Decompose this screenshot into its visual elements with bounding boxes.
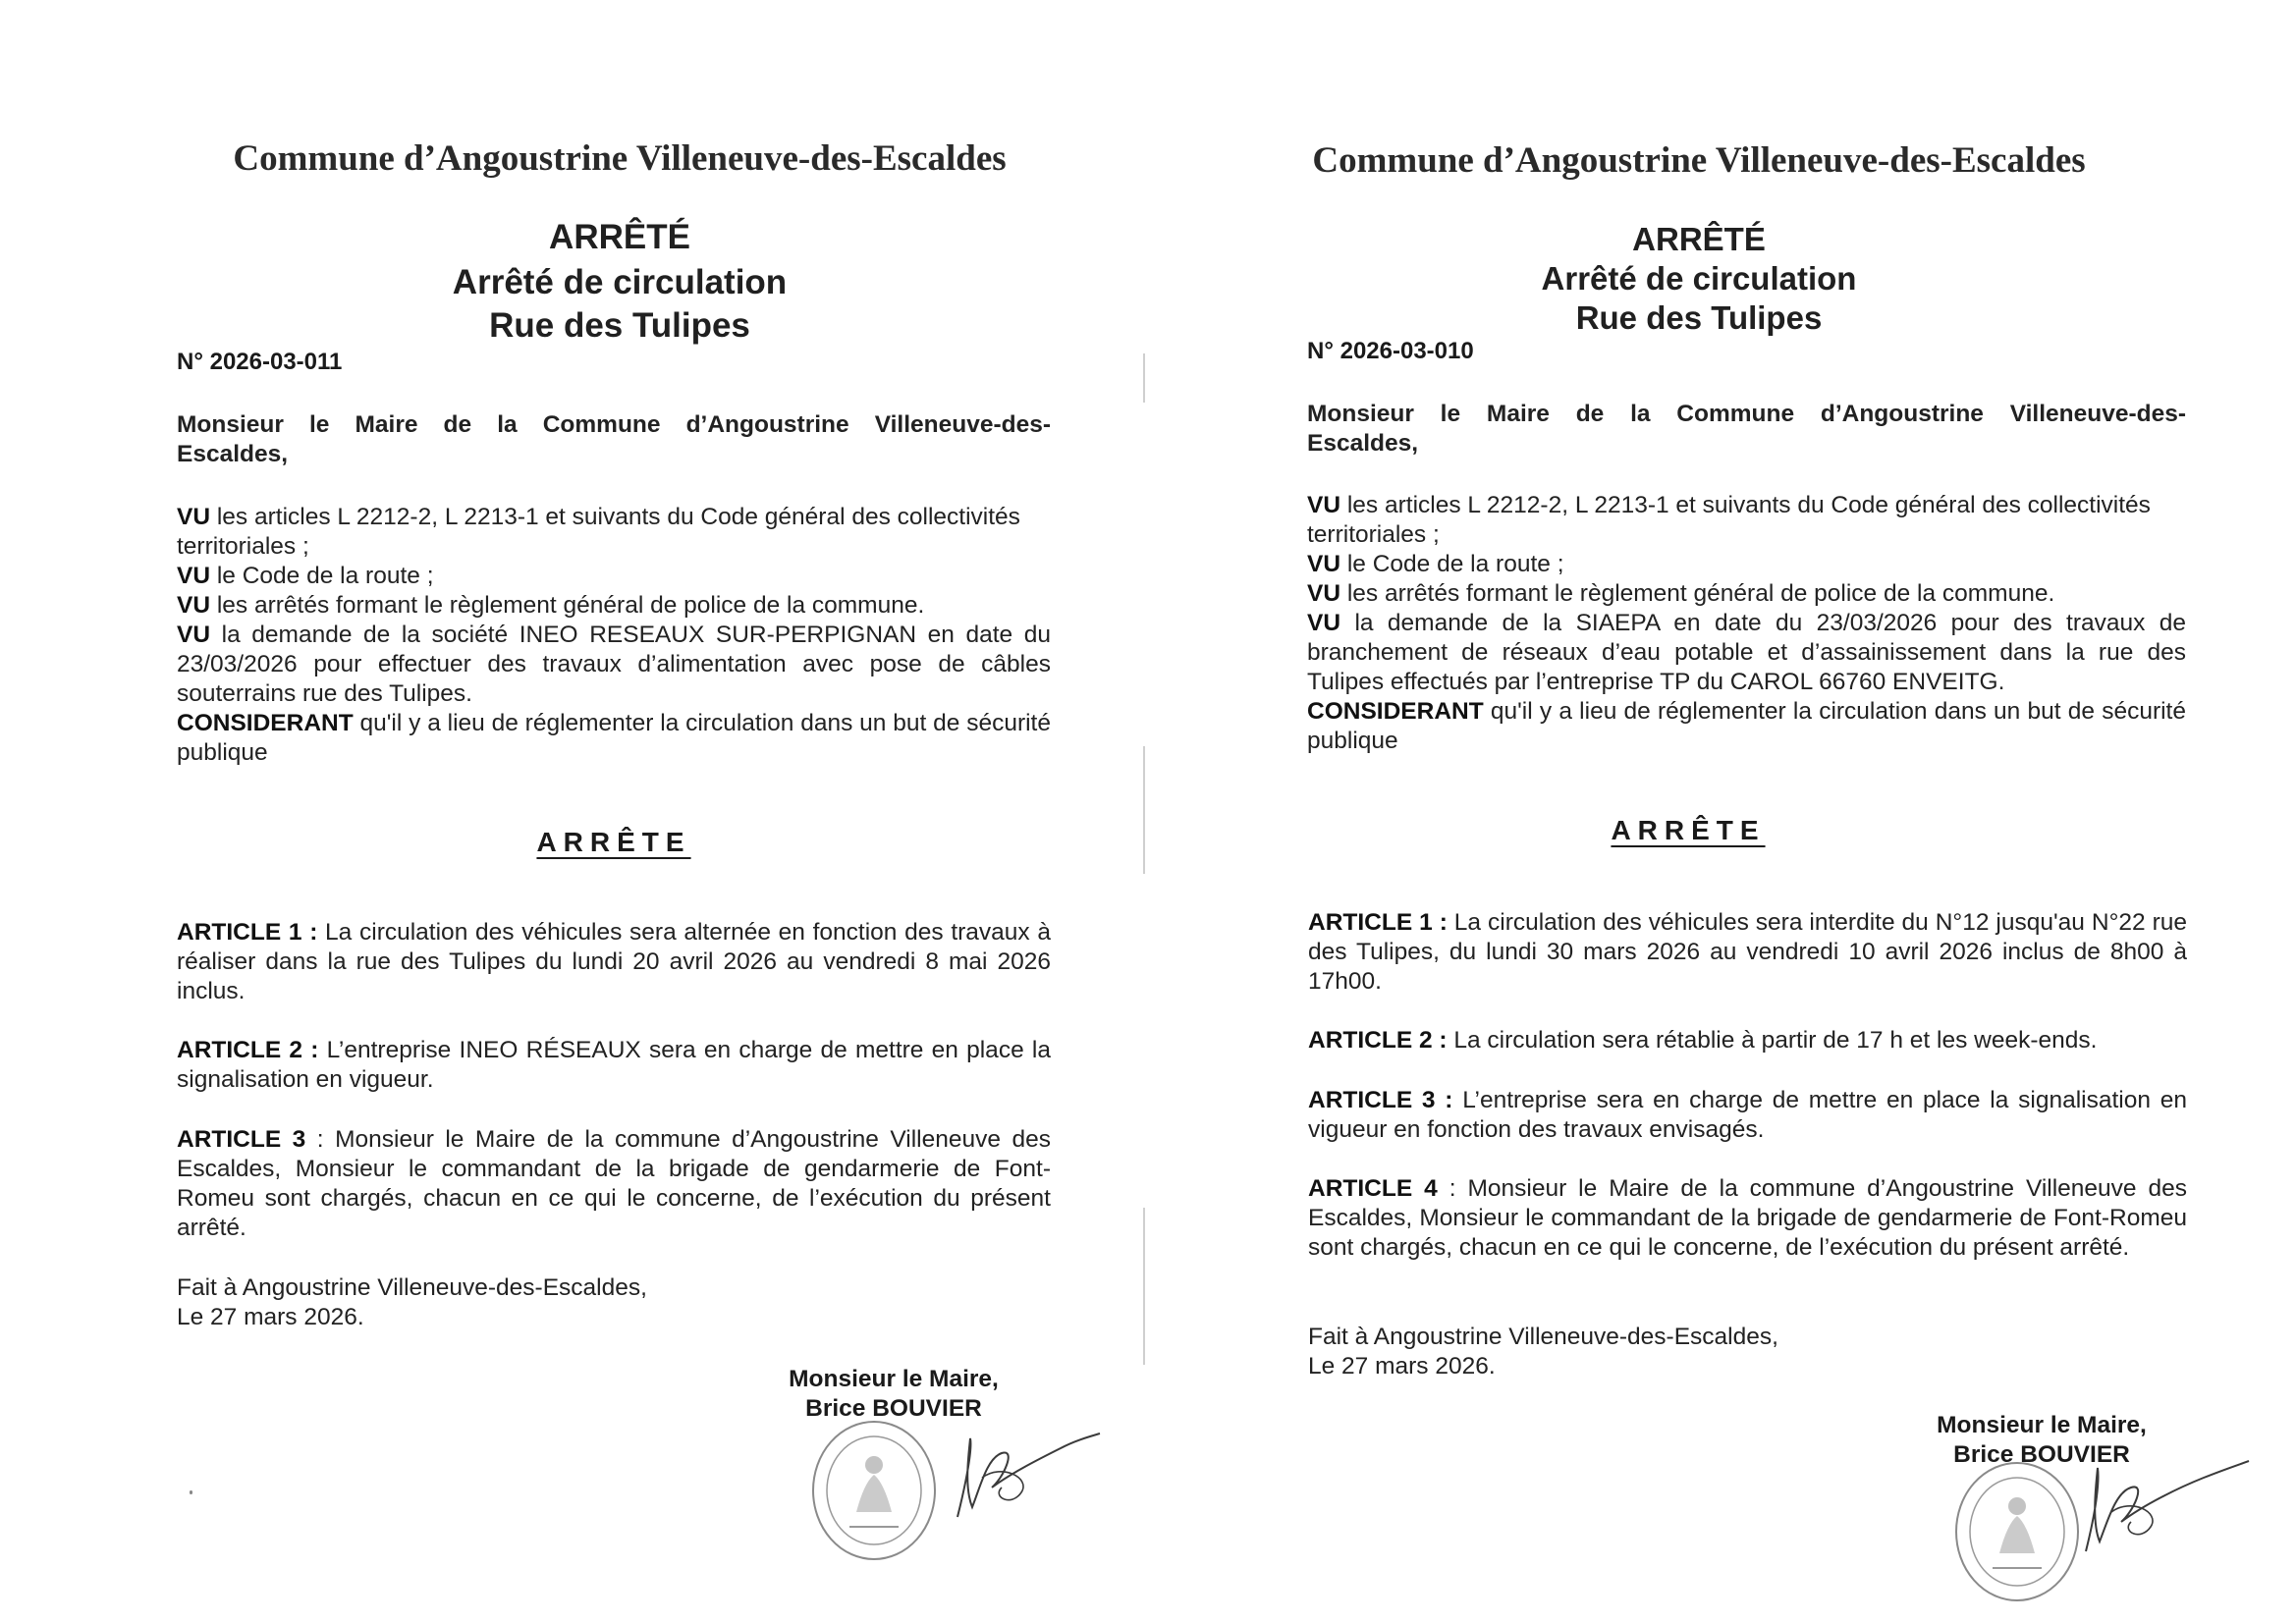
official-seal-icon	[805, 1414, 943, 1566]
visa-1: VU les articles L 2212-2, L 2213-1 et suivants du Code général des collectivités territoriales ;	[1307, 492, 2151, 548]
visa-3: VU les arrêtés formant le règlement général de police de la commune.	[177, 592, 925, 619]
title-arrete-circulation: Arrêté de circulation	[1541, 260, 1857, 297]
visa-2: VU le Code de la route ;	[1307, 551, 1564, 577]
fait-a	[177, 1273, 1051, 1332]
commune-header: Commune d’Angoustrine Villeneuve-des-Escaldes	[1312, 140, 2086, 181]
maire-intro: Monsieur le Maire de la Commune d’Angoustrine Villeneuve-des-Escaldes,	[177, 411, 1051, 467]
title-rue: Rue des Tulipes	[1575, 299, 1823, 336]
visa-3: VU les arrêtés formant le règlement général de police de la commune.	[1307, 580, 2055, 607]
visa-2: VU le Code de la route ;	[177, 563, 434, 589]
article-3: ARTICLE 3 : L’entreprise sera en charge de mettre en place la signalisation en vigueur en fonction des travaux envisagés.	[1308, 1087, 2187, 1143]
signatory-name: Brice BOUVIER	[1953, 1441, 2130, 1468]
arrete-number: N° 2026-03-010	[1307, 338, 1474, 364]
official-seal-icon	[1948, 1455, 2086, 1607]
fait-line-date: Le 27 mars 2026.	[177, 1304, 364, 1330]
fold-line	[1143, 353, 1145, 403]
article-2: ARTICLE 2 : La circulation sera rétablie à partir de 17 h et les week-ends.	[1308, 1027, 2098, 1054]
scan-speck	[190, 1490, 192, 1494]
title-rue: Rue des Tulipes	[489, 306, 750, 345]
arrete-heading: ARRÊTE	[1611, 815, 1766, 845]
title-arrete: ARRÊTÉ	[1632, 221, 1766, 257]
visas-block	[177, 503, 1051, 768]
considerant: CONSIDERANT qu'il y a lieu de réglementer la circulation dans un but de sécurité publique	[177, 710, 1051, 766]
commune-header: Commune d’Angoustrine Villeneuve-des-Escaldes	[233, 138, 1007, 179]
article-1: ARTICLE 1 : La circulation des véhicules sera alternée en fonction des travaux à réaliser dans la rue des Tulipes du lundi 20 avril 2026 au vendredi 8 mai 2026 inclus.	[177, 919, 1052, 1004]
arrete-heading: ARRÊTE	[536, 827, 691, 857]
signatory-name: Brice BOUVIER	[805, 1395, 982, 1422]
signatory-title: Monsieur le Maire,	[789, 1366, 999, 1392]
article-3: ARTICLE 3 : Monsieur le Maire de la commune d’Angoustrine Villeneuve des Escaldes, Monsieur le commandant de la brigade de gendarmerie de Font-Romeu sont chargés, chacun en ce qui le concerne, de l’exécution du présent arrêté.	[177, 1126, 1052, 1241]
article-2: ARTICLE 2 : L’entreprise INEO RÉSEAUX sera en charge de mettre en place la signalisation en vigueur.	[177, 1037, 1051, 1093]
fait-line-date: Le 27 mars 2026.	[1308, 1353, 1496, 1380]
article-1: ARTICLE 1 : La circulation des véhicules sera interdite du N°12 jusqu'au N°22 rue des Tulipes, du lundi 30 mars 2026 au vendredi 10 avril 2026 inclus de 8h00 à 17h00.	[1308, 909, 2187, 995]
visa-4: VU la demande de la SIAEPA en date du 23/03/2026 pour des travaux de branchement de réseaux d’eau potable et d’assainissement dans la rue des Tulipes effectués par l’entreprise TP du CAROL 66760 ENVEITG.	[1307, 610, 2186, 695]
signature-icon	[2066, 1443, 2253, 1561]
title-arrete: ARRÊTÉ	[549, 218, 690, 256]
considerant: CONSIDERANT qu'il y a lieu de réglementer la circulation dans un but de sécurité publique	[1307, 698, 2186, 754]
maire-intro: Monsieur le Maire de la Commune d’Angoustrine Villeneuve-des-Escaldes,	[1307, 401, 2186, 457]
fold-line	[1143, 746, 1145, 874]
fait-line-place: Fait à Angoustrine Villeneuve-des-Escaldes,	[177, 1274, 647, 1301]
fait-line-place: Fait à Angoustrine Villeneuve-des-Escaldes,	[1308, 1324, 1778, 1350]
article-4: ARTICLE 4 : Monsieur le Maire de la commune d’Angoustrine Villeneuve des Escaldes, Monsieur le commandant de la brigade de gendarmerie de Font-Romeu sont chargés, chacun en ce qui le concerne, de l’exécution du présent arrêté.	[1308, 1175, 2188, 1261]
document-page-right	[1148, 0, 2296, 1623]
fold-line	[1143, 1208, 1145, 1365]
title-arrete-circulation: Arrêté de circulation	[452, 263, 788, 301]
visa-1: VU les articles L 2212-2, L 2213-1 et suivants du Code général des collectivités territoriales ;	[177, 504, 1020, 560]
fait-a	[1308, 1323, 2187, 1381]
visas-block	[1307, 491, 2186, 756]
signature-icon	[943, 1419, 1110, 1527]
visa-4: VU la demande de la société INEO RESEAUX SUR-PERPIGNAN en date du 23/03/2026 pour effectuer des travaux d’alimentation avec pose de câbles souterrains rue des Tulipes.	[177, 622, 1051, 707]
signatory-title: Monsieur le Maire,	[1937, 1412, 2147, 1438]
arrete-number: N° 2026-03-011	[177, 349, 343, 375]
